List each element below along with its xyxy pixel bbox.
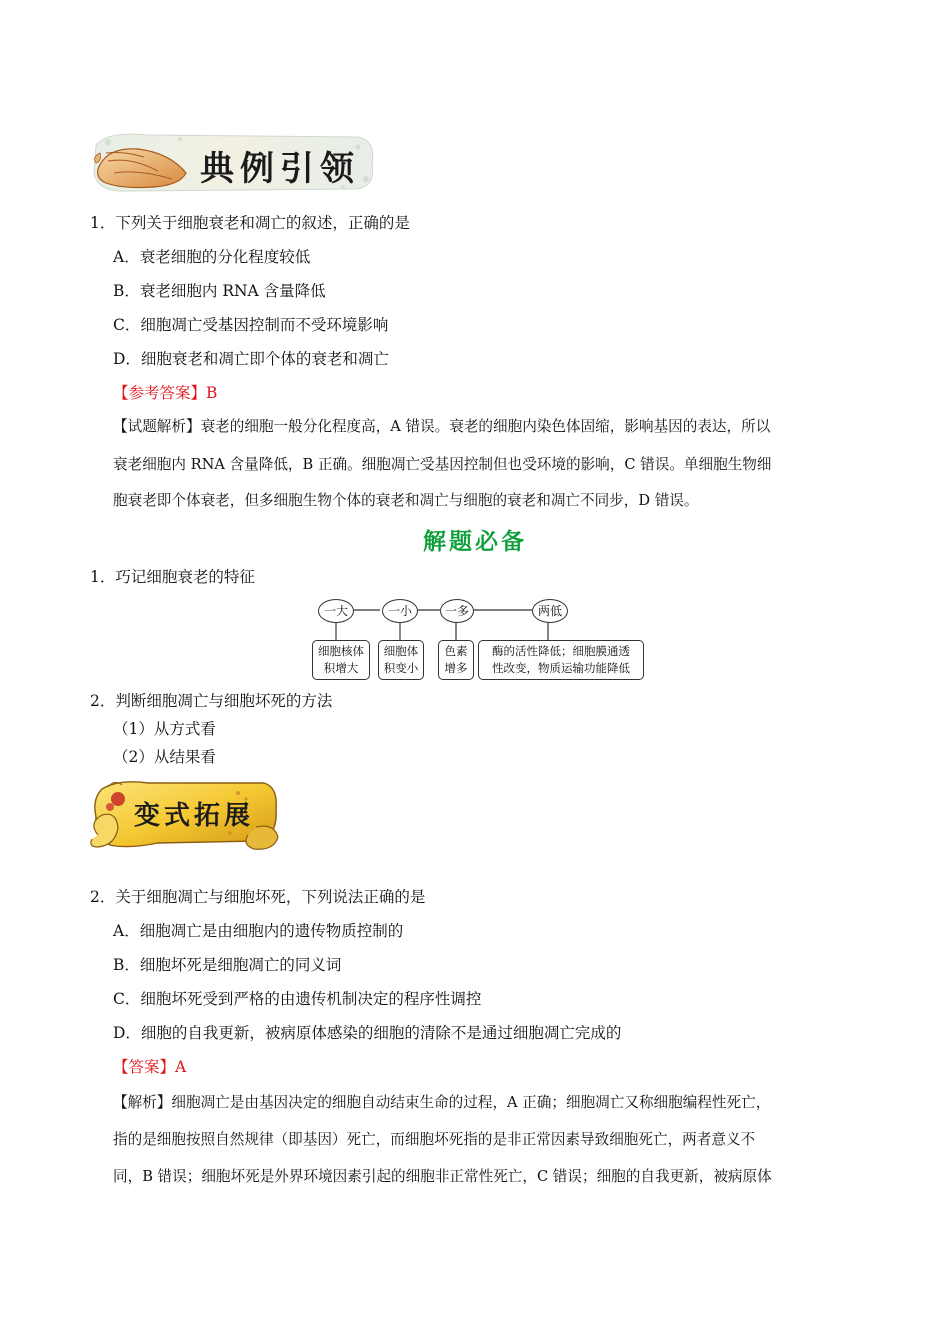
- diagram-bubble-4: 两低: [532, 599, 568, 623]
- question-2-analysis-line-1: 【解析】细胞凋亡是由基因决定的细胞自动结束生命的过程，A 正确；细胞凋亡又称细胞编程性死亡，: [113, 1094, 771, 1111]
- question-2-analysis-line-3: 同，B 错误；细胞坏死是外界环境因素引起的细胞非正常性死亡，C 错误；细胞的自我更新，被病原体: [113, 1168, 772, 1185]
- question-1-answer: [113, 383, 217, 403]
- section-banner-extension: [88, 775, 283, 855]
- question-1-option-c: C．细胞凋亡受基因控制而不受环境影响: [113, 316, 389, 334]
- tip-1: 1．巧记细胞衰老的特征: [90, 568, 255, 586]
- question-2-option-d: D．细胞的自我更新，被病原体感染的细胞的清除不是通过细胞凋亡完成的: [113, 1024, 622, 1042]
- banner-title: 典例引领: [200, 149, 360, 189]
- diagram-box-3: 色素 增多: [438, 640, 474, 680]
- answer-label: 【答案】: [113, 1058, 176, 1076]
- question-2-option-b: B．细胞坏死是细胞凋亡的同义词: [113, 956, 342, 974]
- section-banner-example: [88, 127, 378, 197]
- question-1-option-d: D．细胞衰老和凋亡即个体的衰老和凋亡: [113, 350, 389, 368]
- question-1-analysis-line-3: 胞衰老即个体衰老，但多细胞生物个体的衰老和凋亡与细胞的衰老和凋亡不同步，D 错误。: [113, 492, 699, 509]
- section-title: 解题必备: [423, 528, 527, 555]
- diagram-bubble-2: 一小: [382, 599, 418, 623]
- question-2-analysis-line-2: 指的是细胞按照自然规律（即基因）死亡，而细胞坏死指的是非正常因素导致细胞死亡，两者意义不: [113, 1131, 756, 1148]
- banner-title: 变式拓展: [134, 801, 255, 831]
- question-1-option-b: B．衰老细胞内 RNA 含量降低: [113, 282, 326, 300]
- question-1-analysis-line-2: 衰老细胞内 RNA 含量降低，B 正确。细胞凋亡受基因控制但也受环境的影响，C 错误。单细胞生物细: [113, 456, 772, 473]
- answer-value: A: [175, 1058, 187, 1076]
- aging-features-diagram: [312, 598, 648, 682]
- answer-label: 【参考答案】: [113, 384, 207, 402]
- diagram-bubble-1: 一大: [318, 599, 354, 623]
- question-2-stem: 2．关于细胞凋亡与细胞坏死，下列说法正确的是: [90, 888, 426, 906]
- question-2-answer: [113, 1057, 186, 1077]
- diagram-box-2: 细胞体 积变小: [378, 640, 424, 680]
- diagram-box-1: 细胞核体 积增大: [312, 640, 370, 680]
- diagram-bubble-3: 一多: [440, 599, 474, 623]
- question-2-option-c: C．细胞坏死受到严格的由遗传机制决定的程序性调控: [113, 990, 482, 1008]
- question-1-stem: 1．下列关于细胞衰老和凋亡的叙述，正确的是: [90, 214, 410, 232]
- tip-2-method-a: （1）从方式看: [113, 720, 216, 738]
- question-1-option-a: A．衰老细胞的分化程度较低: [113, 248, 311, 266]
- answer-value: B: [206, 384, 218, 402]
- tip-2-method-b: （2）从结果看: [113, 748, 216, 766]
- tip-2: 2．判断细胞凋亡与细胞坏死的方法: [90, 692, 333, 710]
- question-1-analysis-line-1: 【试题解析】衰老的细胞一般分化程度高，A 错误。衰老的细胞内染色体固缩，影响基因的表达，所以: [113, 418, 771, 435]
- question-2-option-a: A．细胞凋亡是由细胞内的遗传物质控制的: [113, 922, 404, 940]
- diagram-box-4: 酶的活性降低；细胞膜通透 性改变，物质运输功能降低: [478, 640, 644, 680]
